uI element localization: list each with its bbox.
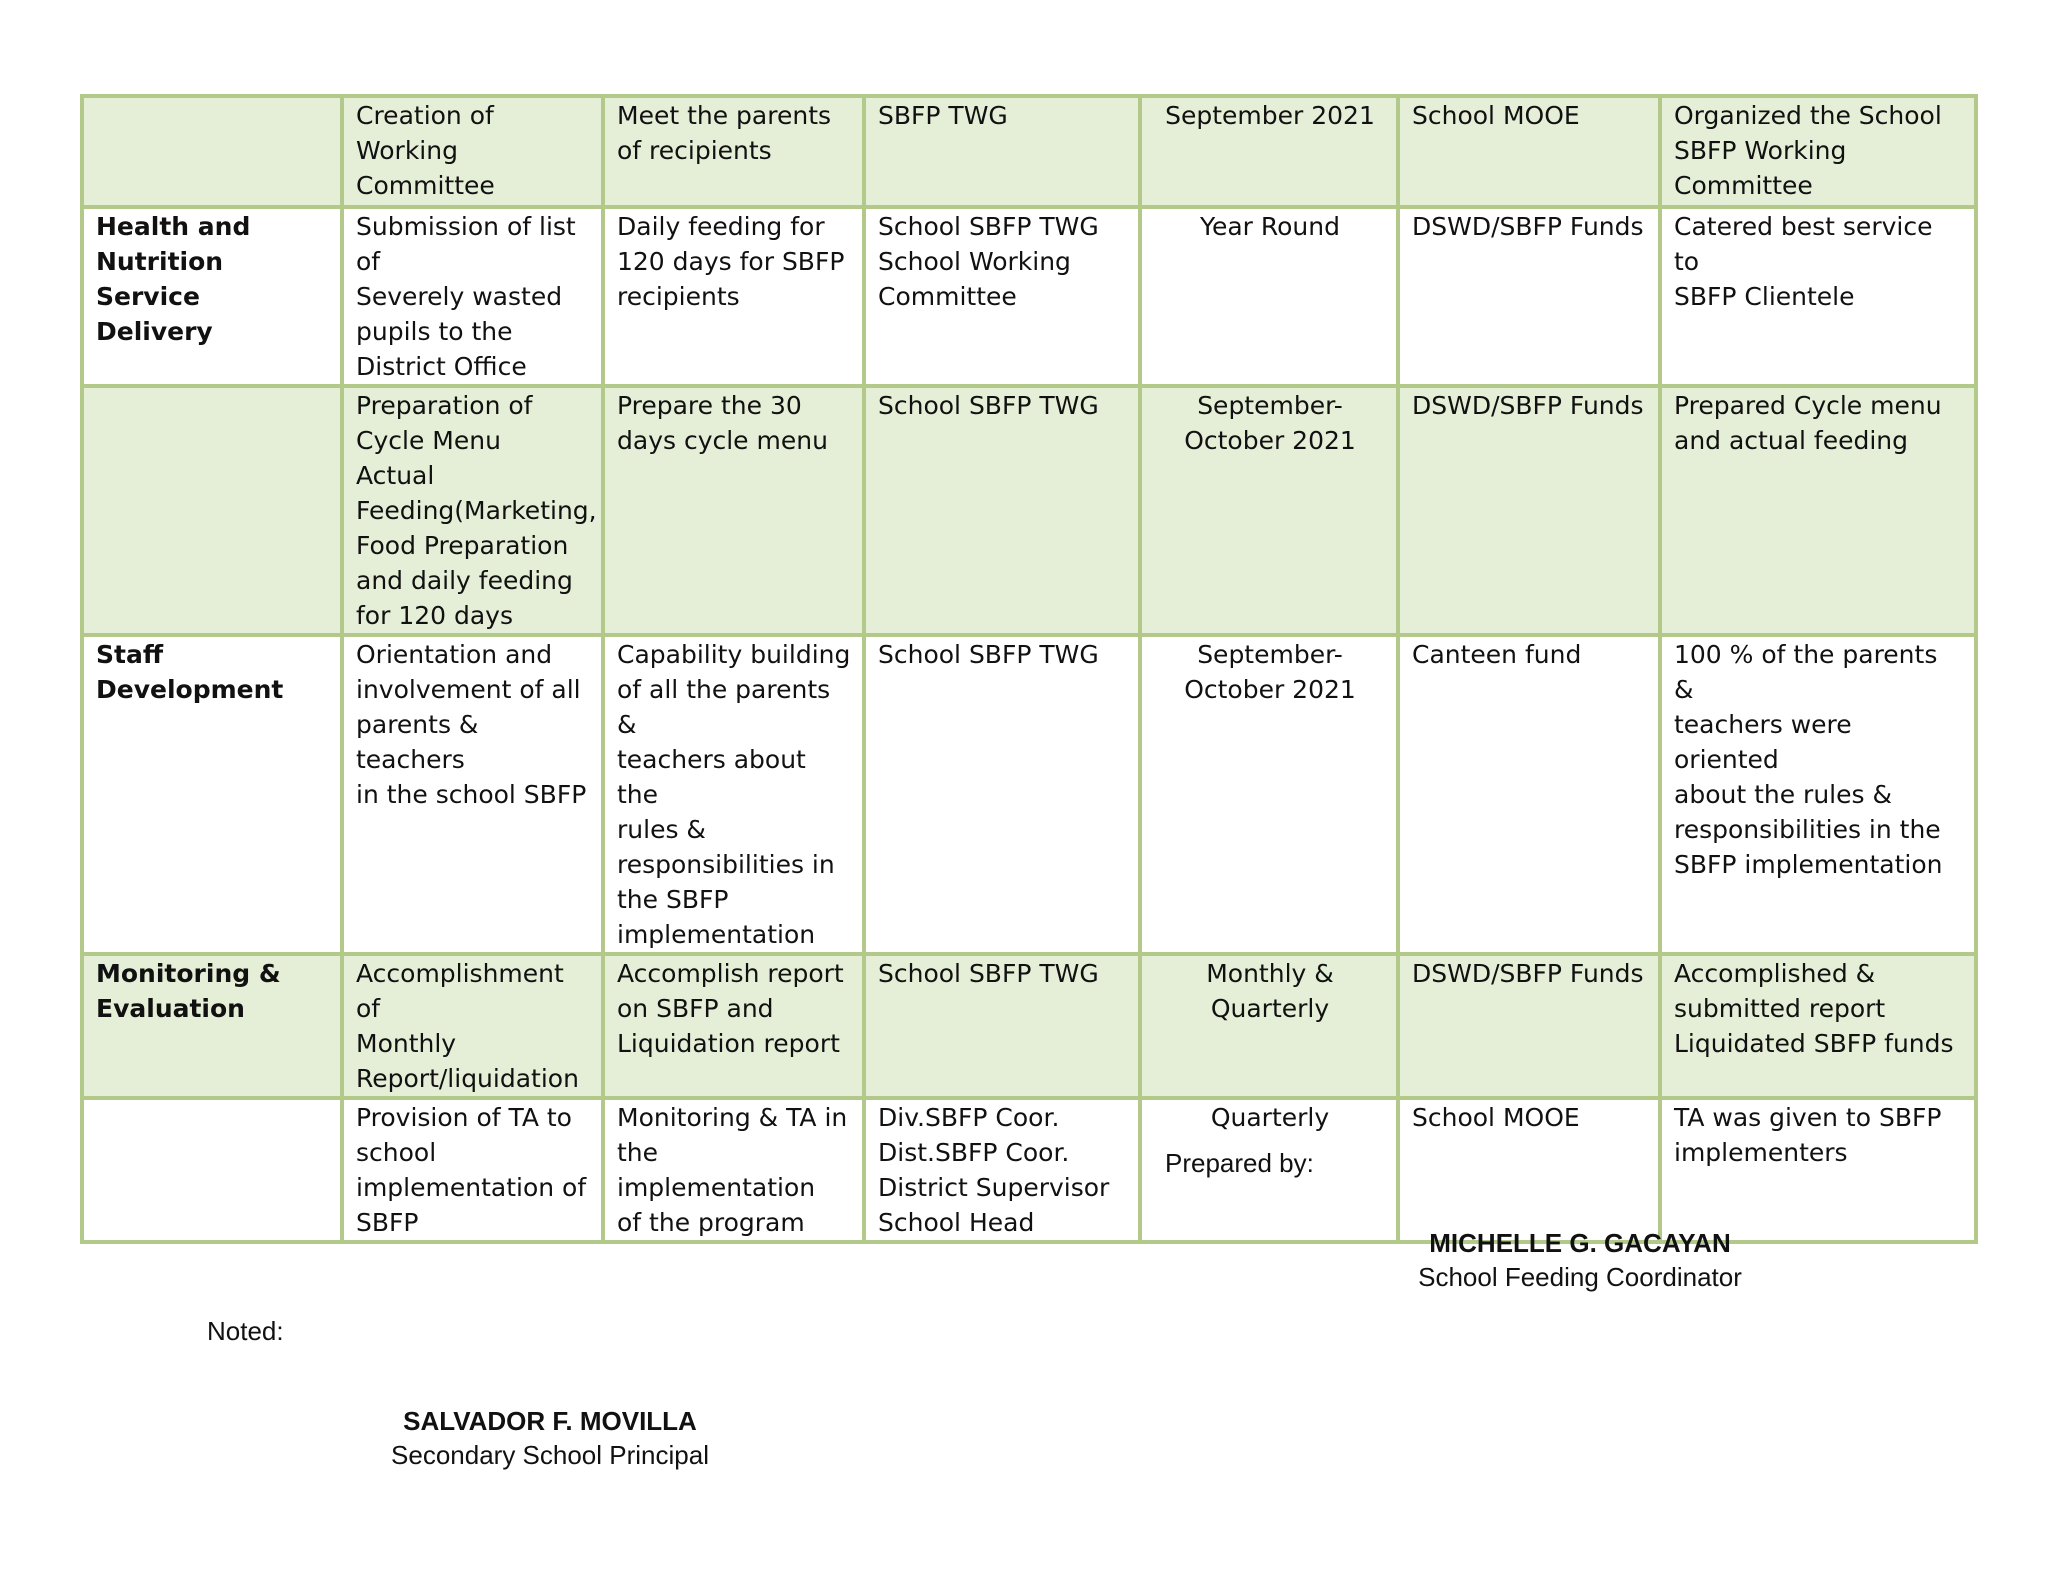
- row-persons-cell: School SBFP TWG: [864, 954, 1140, 1098]
- row-activity-cell: Accomplishment of Monthly Report/liquidation: [342, 954, 603, 1098]
- row-time-frame-cell: Monthly & Quarterly: [1140, 954, 1398, 1098]
- row-strategy-cell: Monitoring & TA in the implementation of the program: [603, 1098, 864, 1242]
- row-budget-cell: School MOOE: [1398, 1098, 1660, 1242]
- row-activity-cell: Orientation and involvement of all parents & teachers in the school SBFP: [342, 635, 603, 954]
- table-row: [82, 207, 1976, 386]
- noted-label: Noted:: [207, 1316, 284, 1346]
- row-activity-cell: Preparation of Cycle Menu Actual Feeding(Marketing, Food Preparation and daily feeding for 120 days: [342, 386, 603, 635]
- row-time-frame-cell: September- October 2021: [1140, 635, 1398, 954]
- noted-by-block: [340, 1404, 760, 1472]
- row-activity-cell: Submission of list of Severely wasted pupils to the District Office: [342, 207, 603, 386]
- row-persons-cell: School SBFP TWG School Working Committee: [864, 207, 1140, 386]
- row-budget-cell: DSWD/SBFP Funds: [1398, 386, 1660, 635]
- row-output-cell: TA was given to SBFP implementers: [1660, 1098, 1976, 1242]
- table-row: [82, 96, 1976, 207]
- table-row: [82, 1098, 1976, 1242]
- row-strategy-cell: Capability building of all the parents & teachers about the rules & responsibilities in the SBFP implementation: [603, 635, 864, 954]
- row-strategy-cell: Daily feeding for 120 days for SBFP recipients: [603, 207, 864, 386]
- table-row: [82, 386, 1976, 635]
- prepared-by-title: School Feeding Coordinator: [1418, 1262, 1742, 1292]
- row-area-cell: Staff Development: [82, 635, 342, 954]
- row-persons-cell: School SBFP TWG: [864, 635, 1140, 954]
- table-row: [82, 635, 1976, 954]
- row-budget-cell: DSWD/SBFP Funds: [1398, 954, 1660, 1098]
- row-area-cell: Monitoring & Evaluation: [82, 954, 342, 1098]
- prepared-by-block: [1380, 1226, 1780, 1294]
- row-area-cell: [82, 96, 342, 207]
- row-time-frame-cell: September 2021: [1140, 96, 1398, 207]
- row-strategy-cell: Prepare the 30 days cycle menu: [603, 386, 864, 635]
- row-output-cell: Prepared Cycle menu and actual feeding: [1660, 386, 1976, 635]
- row-budget-cell: School MOOE: [1398, 96, 1660, 207]
- row-output-cell: 100 % of the parents & teachers were oriented about the rules & responsibilities in the SBFP implementation: [1660, 635, 1976, 954]
- row-area-cell: [82, 1098, 342, 1242]
- row-persons-cell: Div.SBFP Coor. Dist.SBFP Coor. District Supervisor School Head: [864, 1098, 1140, 1242]
- row-output-cell: Organized the School SBFP Working Committee: [1660, 96, 1976, 207]
- row-area-cell: [82, 386, 342, 635]
- row-strategy-cell: Meet the parents of recipients: [603, 96, 864, 207]
- row-time-frame-cell: Quarterly: [1140, 1098, 1398, 1242]
- prepared-by-label: Prepared by:: [1165, 1148, 1314, 1178]
- row-output-cell: Accomplished & submitted report Liquidated SBFP funds: [1660, 954, 1976, 1098]
- row-time-frame-cell: September- October 2021: [1140, 386, 1398, 635]
- row-strategy-cell: Accomplish report on SBFP and Liquidation report: [603, 954, 864, 1098]
- sbfp-action-plan-table: [80, 94, 1978, 1244]
- row-persons-cell: School SBFP TWG: [864, 386, 1140, 635]
- row-output-cell: Catered best service to SBFP Clientele: [1660, 207, 1976, 386]
- row-persons-cell: SBFP TWG: [864, 96, 1140, 207]
- noted-by-name: SALVADOR F. MOVILLA: [403, 1406, 697, 1436]
- row-budget-cell: DSWD/SBFP Funds: [1398, 207, 1660, 386]
- noted-by-title: Secondary School Principal: [391, 1440, 709, 1470]
- row-area-cell: Health and Nutrition Service Delivery: [82, 207, 342, 386]
- row-activity-cell: Provision of TA to school implementation of SBFP: [342, 1098, 603, 1242]
- row-time-frame-cell: Year Round: [1140, 207, 1398, 386]
- prepared-by-name: MICHELLE G. GACAYAN: [1429, 1228, 1731, 1258]
- row-budget-cell: Canteen fund: [1398, 635, 1660, 954]
- table-row: [82, 954, 1976, 1098]
- row-activity-cell: Creation of Working Committee: [342, 96, 603, 207]
